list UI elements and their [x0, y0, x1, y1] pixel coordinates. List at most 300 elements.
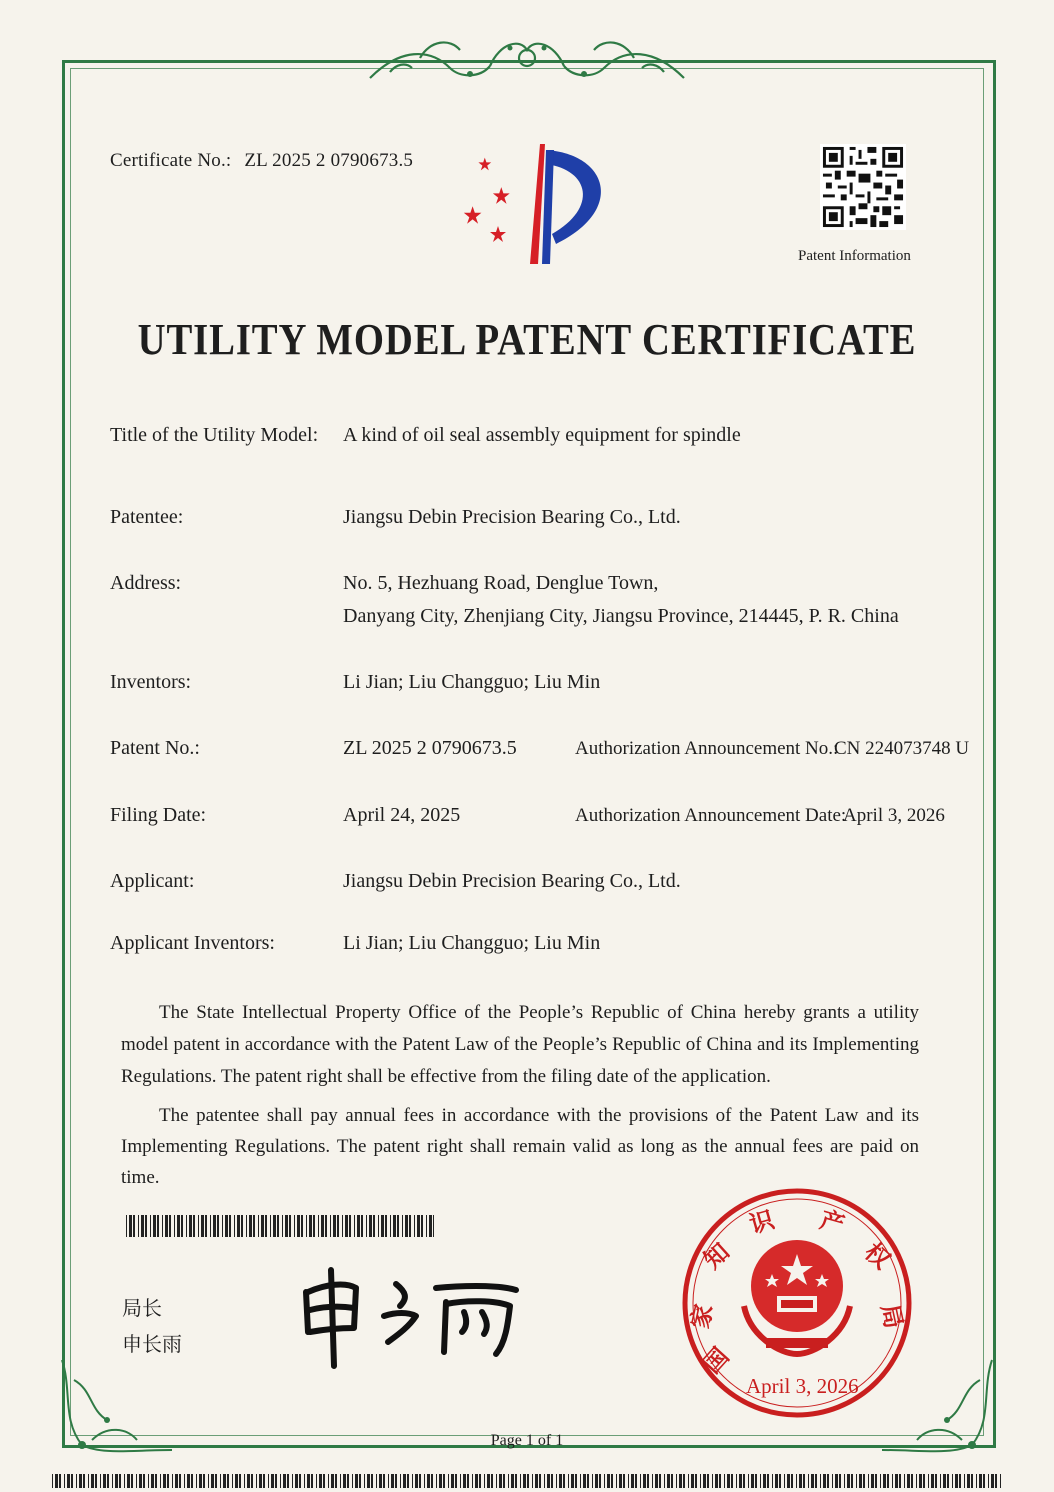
- barcode-bar: [715, 1474, 718, 1488]
- barcode-bar: [911, 1474, 913, 1488]
- barcode-bar: [931, 1474, 934, 1488]
- barcode-bar: [604, 1474, 605, 1488]
- barcode-bar: [499, 1474, 502, 1488]
- barcode-bar: [859, 1474, 862, 1488]
- barcode-bar: [373, 1215, 375, 1237]
- barcode-bar: [763, 1474, 766, 1488]
- barcode-bar: [532, 1474, 533, 1488]
- applicant-label: Applicant:: [110, 870, 195, 892]
- barcode-bar: [301, 1215, 303, 1237]
- barcode-bar: [247, 1474, 250, 1488]
- barcode-bar: [503, 1474, 505, 1488]
- barcode-bar: [988, 1474, 989, 1488]
- barcode-bar: [847, 1474, 850, 1488]
- barcode-bar: [643, 1474, 646, 1488]
- barcode-bar: [223, 1474, 226, 1488]
- barcode-bar: [184, 1474, 185, 1488]
- barcode-bar: [172, 1474, 173, 1488]
- barcode-bar: [796, 1474, 797, 1488]
- barcode-bar: [484, 1474, 485, 1488]
- barcode-bar: [412, 1474, 413, 1488]
- barcode-bar: [748, 1474, 749, 1488]
- barcode-bar: [1000, 1474, 1001, 1488]
- auth-date-label: Authorization Announcement Date:: [575, 805, 847, 826]
- barcode-bar: [395, 1474, 397, 1488]
- barcode-bar: [133, 1215, 135, 1237]
- barcode-bar: [157, 1215, 159, 1237]
- barcode-bar: [359, 1474, 361, 1488]
- barcode-bar: [400, 1474, 401, 1488]
- barcode-bar: [402, 1215, 403, 1237]
- top-ornament-icon: [360, 28, 694, 88]
- barcode-bar: [71, 1474, 73, 1488]
- svg-text:识: 识: [746, 1205, 778, 1240]
- barcode-bar: [539, 1474, 541, 1488]
- barcode-bar: [443, 1474, 445, 1488]
- barcode-bar: [318, 1215, 319, 1237]
- barcode-bar: [475, 1474, 478, 1488]
- barcode-bar: [940, 1474, 941, 1488]
- barcode-bar: [201, 1215, 204, 1237]
- barcode-bar: [719, 1474, 721, 1488]
- barcode-bar: [306, 1215, 307, 1237]
- barcode-bar: [667, 1474, 670, 1488]
- barcode-bar: [971, 1474, 973, 1488]
- barcode-bar: [366, 1215, 367, 1237]
- barcode-bar: [283, 1474, 286, 1488]
- barcode-bar: [599, 1474, 601, 1488]
- barcode-bar: [299, 1474, 301, 1488]
- barcode-bar: [181, 1215, 183, 1237]
- barcode-bar: [129, 1215, 132, 1237]
- barcode-bar: [59, 1474, 61, 1488]
- barcode-bar: [330, 1215, 331, 1237]
- barcode-bar: [616, 1474, 617, 1488]
- barcode-bar: [415, 1474, 418, 1488]
- filing-date-label: Filing Date:: [110, 804, 207, 826]
- barcode-bar: [424, 1474, 425, 1488]
- auth-date-value: April 3, 2026: [843, 805, 945, 826]
- barcode-bar: [258, 1215, 259, 1237]
- barcode-bar: [508, 1474, 509, 1488]
- barcode-bar: [162, 1215, 163, 1237]
- barcode-bar: [983, 1474, 985, 1488]
- barcode-bar: [547, 1474, 550, 1488]
- barcode-bar: [844, 1474, 845, 1488]
- barcode-bar: [736, 1474, 737, 1488]
- barcode-bar: [592, 1474, 593, 1488]
- barcode-bar: [198, 1215, 199, 1237]
- barcode-bar: [376, 1474, 377, 1488]
- filing-date-value: April 24, 2025: [343, 804, 461, 826]
- barcode-bar: [851, 1474, 853, 1488]
- barcode-bar: [979, 1474, 982, 1488]
- barcode-bar: [165, 1215, 168, 1237]
- barcode-bar: [145, 1215, 147, 1237]
- barcode-bar: [345, 1215, 348, 1237]
- barcode-bar: [880, 1474, 881, 1488]
- barcode-bar: [141, 1215, 144, 1237]
- barcode-bar: [88, 1474, 89, 1488]
- barcode-bar: [607, 1474, 610, 1488]
- barcode-bar: [227, 1474, 229, 1488]
- barcode-bar: [767, 1474, 769, 1488]
- barcode-bar: [703, 1474, 706, 1488]
- barcode-bar: [319, 1474, 322, 1488]
- barcode-bar: [287, 1474, 289, 1488]
- bottom-barcode-icon: [52, 1474, 1002, 1488]
- barcode-bar: [640, 1474, 641, 1488]
- barcode-bar: [647, 1474, 649, 1488]
- barcode-icon: [126, 1215, 434, 1237]
- director-name: 申长雨: [122, 1332, 182, 1356]
- barcode-bar: [899, 1474, 901, 1488]
- barcode-bar: [628, 1474, 629, 1488]
- barcode-bar: [235, 1474, 238, 1488]
- svg-text:产: 产: [816, 1205, 848, 1240]
- barcode-bar: [342, 1215, 343, 1237]
- svg-text:国: 国: [697, 1342, 735, 1379]
- barcode-bar: [683, 1474, 685, 1488]
- barcode-bar: [297, 1215, 300, 1237]
- applicant-inventors-value: Li Jian; Liu Changguo; Liu Min: [343, 932, 601, 954]
- barcode-bar: [919, 1474, 922, 1488]
- barcode-bar: [349, 1215, 351, 1237]
- barcode-bar: [138, 1215, 139, 1237]
- patent-no-value: ZL 2025 2 0790673.5: [343, 737, 517, 759]
- barcode-bar: [52, 1474, 53, 1488]
- barcode-bar: [229, 1215, 231, 1237]
- barcode-bar: [739, 1474, 742, 1488]
- barcode-bar: [126, 1215, 127, 1237]
- barcode-bar: [868, 1474, 869, 1488]
- barcode-bar: [340, 1474, 341, 1488]
- barcode-bar: [772, 1474, 773, 1488]
- barcode-bar: [583, 1474, 586, 1488]
- barcode-bar: [808, 1474, 809, 1488]
- barcode-bar: [160, 1474, 161, 1488]
- fees-paragraph: The patentee shall pay annual fees in accordance with the provisions of the Patent Law and its Implementing Regulations. The patent right shall remain valid as long as the annual fees are paid on time.: [121, 1105, 919, 1188]
- barcode-bar: [695, 1474, 697, 1488]
- barcode-bar: [177, 1215, 180, 1237]
- barcode-bar: [354, 1215, 355, 1237]
- barcode-bar: [179, 1474, 181, 1488]
- barcode-bar: [139, 1474, 142, 1488]
- patent-no-label: Patent No.:: [110, 737, 200, 759]
- barcode-bar: [995, 1474, 997, 1488]
- barcode-bar: [811, 1474, 814, 1488]
- barcode-bar: [952, 1474, 953, 1488]
- barcode-bar: [343, 1474, 346, 1488]
- barcode-bar: [316, 1474, 317, 1488]
- barcode-bar: [143, 1474, 145, 1488]
- barcode-bar: [186, 1215, 187, 1237]
- barcode-bar: [241, 1215, 243, 1237]
- barcode-bar: [217, 1215, 219, 1237]
- barcode-bar: [124, 1474, 125, 1488]
- barcode-bar: [335, 1474, 337, 1488]
- barcode-bar: [280, 1474, 281, 1488]
- barcode-bar: [631, 1474, 634, 1488]
- barcode-bar: [385, 1215, 387, 1237]
- barcode-bar: [244, 1474, 245, 1488]
- barcode-bar: [174, 1215, 175, 1237]
- barcode-bar: [405, 1215, 408, 1237]
- barcode-bar: [431, 1474, 433, 1488]
- grant-paragraph: The State Intellectual Property Office of the People’s Republic of China hereby grants a utility model patent in accordance with the Patent Law of the People’s Republic of China and its Implementing Regulations. The patent right shall be effective from the filing date of the application.: [121, 1002, 919, 1087]
- barcode-bar: [751, 1474, 754, 1488]
- barcode-bar: [784, 1474, 785, 1488]
- barcode-bar: [369, 1215, 372, 1237]
- barcode-bar: [460, 1474, 461, 1488]
- barcode-bar: [916, 1474, 917, 1488]
- barcode-bar: [304, 1474, 305, 1488]
- barcode-bar: [487, 1474, 490, 1488]
- barcode-bar: [429, 1215, 432, 1237]
- barcode-bar: [253, 1215, 255, 1237]
- barcode-bar: [191, 1474, 193, 1488]
- barcode-bar: [959, 1474, 961, 1488]
- barcode-bar: [935, 1474, 937, 1488]
- barcode-bar: [871, 1474, 874, 1488]
- barcode-bar: [361, 1215, 363, 1237]
- barcode-bar: [611, 1474, 613, 1488]
- barcode-bar: [523, 1474, 526, 1488]
- auth-no-label: Authorization Announcement No.:: [575, 738, 839, 759]
- barcode-bar: [64, 1474, 65, 1488]
- barcode-bar: [115, 1474, 118, 1488]
- barcode-bar: [820, 1474, 821, 1488]
- barcode-bar: [575, 1474, 577, 1488]
- svg-text:权: 权: [859, 1237, 896, 1275]
- barcode-bar: [199, 1474, 202, 1488]
- barcode-bar: [107, 1474, 109, 1488]
- barcode-bar: [823, 1474, 826, 1488]
- barcode-bar: [463, 1474, 466, 1488]
- barcode-bar: [976, 1474, 977, 1488]
- barcode-bar: [234, 1215, 235, 1237]
- barcode-bar: [294, 1215, 295, 1237]
- qr-code[interactable]: [820, 144, 906, 230]
- applicant-value: Jiangsu Debin Precision Bearing Co., Ltd.: [343, 870, 681, 892]
- barcode-bar: [563, 1474, 565, 1488]
- barcode-bar: [535, 1474, 538, 1488]
- cert-no-label: Certificate No.:: [110, 150, 232, 171]
- barcode-bar: [153, 1215, 156, 1237]
- barcode-bar: [520, 1474, 521, 1488]
- certificate-title: UTILITY MODEL PATENT CERTIFICATE: [137, 315, 917, 364]
- barcode-bar: [991, 1474, 994, 1488]
- barcode-bar: [307, 1474, 310, 1488]
- barcode-bar: [237, 1215, 240, 1237]
- barcode-bar: [832, 1474, 833, 1488]
- barcode-bar: [155, 1474, 157, 1488]
- barcode-bar: [427, 1474, 430, 1488]
- barcode-bar: [472, 1474, 473, 1488]
- barcode-bar: [189, 1215, 192, 1237]
- barcode-bar: [390, 1215, 391, 1237]
- address-label: Address:: [110, 572, 182, 594]
- qr-code-icon: [820, 144, 906, 230]
- qr-caption: Patent Information: [798, 248, 911, 264]
- barcode-bar: [419, 1474, 421, 1488]
- barcode-bar: [652, 1474, 653, 1488]
- barcode-bar: [455, 1474, 457, 1488]
- barcode-bar: [426, 1215, 427, 1237]
- barcode-bar: [367, 1474, 370, 1488]
- barcode-bar: [895, 1474, 898, 1488]
- barcode-bar: [409, 1215, 411, 1237]
- barcode-bar: [791, 1474, 793, 1488]
- barcode-bar: [328, 1474, 329, 1488]
- barcode-bar: [393, 1215, 396, 1237]
- barcode-bar: [333, 1215, 336, 1237]
- barcode-bar: [131, 1474, 133, 1488]
- barcode-bar: [150, 1215, 151, 1237]
- barcode-bar: [167, 1474, 169, 1488]
- barcode-bar: [760, 1474, 761, 1488]
- barcode-bar: [270, 1215, 271, 1237]
- barcode-bar: [127, 1474, 130, 1488]
- barcode-bar: [875, 1474, 877, 1488]
- barcode-bar: [331, 1474, 334, 1488]
- certificate-number: [110, 150, 413, 172]
- barcode-bar: [357, 1215, 360, 1237]
- barcode-bar: [527, 1474, 529, 1488]
- barcode-bar: [275, 1474, 277, 1488]
- barcode-bar: [100, 1474, 101, 1488]
- barcode-bar: [691, 1474, 694, 1488]
- barcode-bar: [323, 1474, 325, 1488]
- barcode-bar: [259, 1474, 262, 1488]
- director-signature: [296, 1262, 536, 1372]
- inventors-label: Inventors:: [110, 671, 192, 693]
- svg-text:局: 局: [875, 1301, 909, 1331]
- barcode-bar: [655, 1474, 658, 1488]
- barcode-bar: [148, 1474, 149, 1488]
- barcode-bar: [623, 1474, 625, 1488]
- barcode-bar: [904, 1474, 905, 1488]
- barcode-bar: [955, 1474, 958, 1488]
- svg-text:知: 知: [698, 1237, 735, 1275]
- barcode-bar: [856, 1474, 857, 1488]
- barcode-bar: [559, 1474, 562, 1488]
- barcode-bar: [433, 1215, 434, 1237]
- barcode-bar: [388, 1474, 389, 1488]
- barcode-bar: [273, 1215, 276, 1237]
- director-title: 局长: [122, 1296, 162, 1320]
- barcode-bar: [381, 1215, 384, 1237]
- barcode-bar: [325, 1215, 327, 1237]
- barcode-bar: [491, 1474, 493, 1488]
- utility-title-value: A kind of oil seal assembly equipment for spindle: [343, 424, 741, 446]
- barcode-bar: [371, 1474, 373, 1488]
- barcode-bar: [671, 1474, 673, 1488]
- barcode-bar: [397, 1215, 399, 1237]
- barcode-bar: [282, 1215, 283, 1237]
- barcode-bar: [676, 1474, 677, 1488]
- barcode-bar: [268, 1474, 269, 1488]
- barcode-bar: [83, 1474, 85, 1488]
- barcode-bar: [151, 1474, 154, 1488]
- barcode-bar: [779, 1474, 781, 1488]
- barcode-bar: [169, 1215, 171, 1237]
- seal-date: April 3, 2026: [746, 1374, 859, 1398]
- barcode-bar: [815, 1474, 817, 1488]
- barcode-bar: [249, 1215, 252, 1237]
- barcode-bar: [383, 1474, 385, 1488]
- auth-no-value: CN 224073748 U: [834, 738, 970, 759]
- barcode-bar: [835, 1474, 838, 1488]
- barcode-bar: [587, 1474, 589, 1488]
- barcode-bar: [239, 1474, 241, 1488]
- barcode-bar: [103, 1474, 106, 1488]
- barcode-bar: [309, 1215, 312, 1237]
- barcode-bar: [727, 1474, 730, 1488]
- inventors-value: Li Jian; Liu Changguo; Liu Min: [343, 671, 601, 693]
- barcode-bar: [659, 1474, 661, 1488]
- barcode-bar: [439, 1474, 442, 1488]
- address-line-2: Danyang City, Zhenjiang City, Jiangsu Province, 214445, P. R. China: [343, 605, 899, 627]
- barcode-bar: [203, 1474, 205, 1488]
- barcode-bar: [883, 1474, 886, 1488]
- barcode-bar: [112, 1474, 113, 1488]
- barcode-bar: [707, 1474, 709, 1488]
- barcode-bar: [436, 1474, 437, 1488]
- barcode-bar: [943, 1474, 946, 1488]
- barcode-bar: [337, 1215, 339, 1237]
- barcode-bar: [265, 1215, 267, 1237]
- barcode-bar: [352, 1474, 353, 1488]
- barcode-bar: [220, 1474, 221, 1488]
- barcode-bar: [210, 1215, 211, 1237]
- address-line-1: No. 5, Hezhuang Road, Denglue Town,: [343, 572, 659, 594]
- barcode-bar: [775, 1474, 778, 1488]
- barcode-bar: [417, 1215, 420, 1237]
- barcode-bar: [196, 1474, 197, 1488]
- barcode-bar: [403, 1474, 406, 1488]
- barcode-bar: [892, 1474, 893, 1488]
- barcode-bar: [556, 1474, 557, 1488]
- barcode-bar: [251, 1474, 253, 1488]
- barcode-bar: [544, 1474, 545, 1488]
- barcode-bar: [863, 1474, 865, 1488]
- barcode-bar: [907, 1474, 910, 1488]
- barcode-bar: [205, 1215, 207, 1237]
- barcode-bar: [285, 1215, 288, 1237]
- utility-title-label: Title of the Utility Model:: [110, 424, 319, 446]
- patentee-label: Patentee:: [110, 506, 184, 528]
- barcode-bar: [193, 1215, 195, 1237]
- barcode-bar: [712, 1474, 713, 1488]
- barcode-bar: [595, 1474, 598, 1488]
- barcode-bar: [232, 1474, 233, 1488]
- barcode-bar: [664, 1474, 665, 1488]
- barcode-bar: [364, 1474, 365, 1488]
- barcode-bar: [700, 1474, 701, 1488]
- barcode-bar: [67, 1474, 70, 1488]
- barcode-bar: [347, 1474, 349, 1488]
- barcode-bar: [964, 1474, 965, 1488]
- barcode-bar: [321, 1215, 324, 1237]
- barcode-bar: [119, 1474, 121, 1488]
- barcode-bar: [635, 1474, 637, 1488]
- barcode-bar: [222, 1215, 223, 1237]
- barcode-bar: [688, 1474, 689, 1488]
- barcode-bar: [619, 1474, 622, 1488]
- barcode-bar: [261, 1215, 264, 1237]
- page-number: Page 1 of 1: [490, 1432, 564, 1449]
